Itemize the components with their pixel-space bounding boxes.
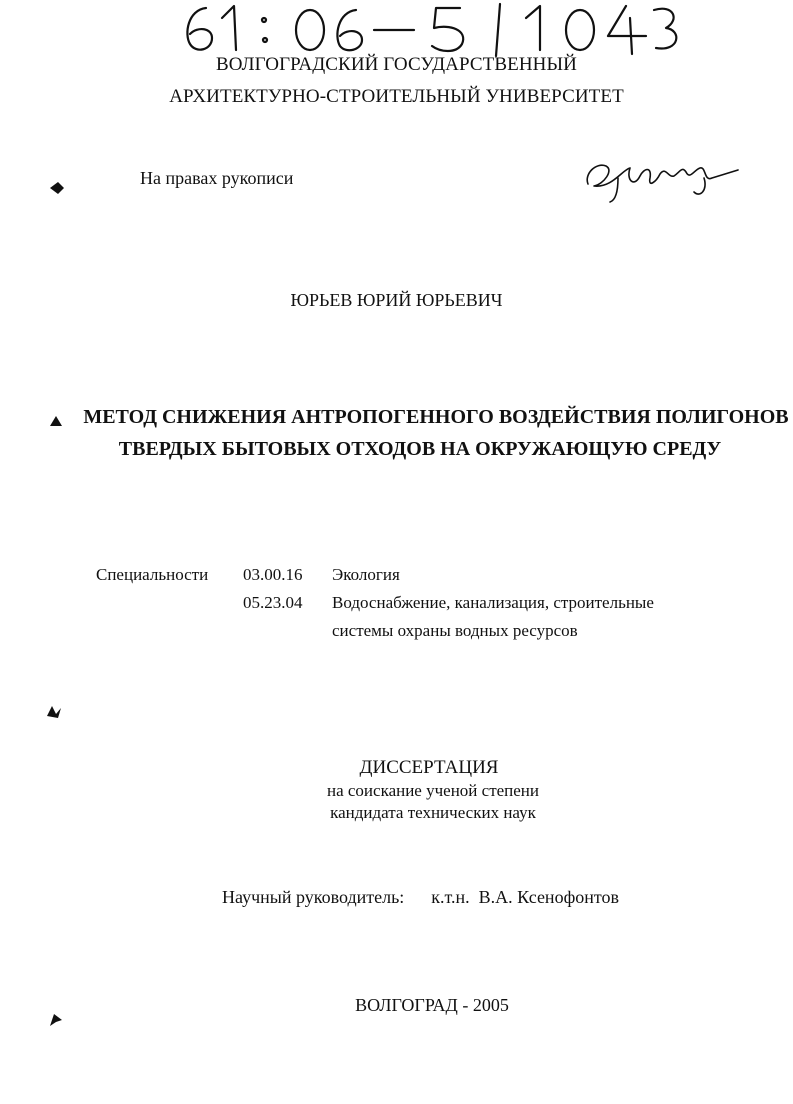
margin-mark [44, 702, 64, 722]
city-year: ВОЛГОГРАД - 2005 [355, 995, 509, 1015]
margin-mark [48, 178, 68, 198]
dissertation-title-line2: ТВЕРДЫХ БЫТОВЫХ ОТХОДОВ НА ОКРУЖАЮЩУЮ СРЕДУ [118, 438, 722, 460]
university-name-line1: ВОЛГОГРАДСКИЙ ГОСУДАРСТВЕННЫЙ [216, 54, 577, 75]
advisor-name: В.А. Ксенофонтов [478, 887, 619, 907]
manuscript-rights-note: На правах рукописи [140, 168, 294, 188]
specialty-name: Экология [332, 565, 400, 584]
specialty-code: 05.23.04 [243, 593, 303, 612]
dissertation-title-line1: МЕТОД СНИЖЕНИЯ АНТРОПОГЕННОГО ВОЗДЕЙСТВИЯ ПОЛИГОНОВ [83, 406, 789, 428]
specialties-label: Специальности [96, 565, 209, 584]
handwritten-catalog-code [178, 0, 688, 58]
specialty-code: 03.00.16 [243, 565, 303, 584]
scientific-advisor [222, 887, 619, 908]
specialty-name: Водоснабжение, канализация, строительные [332, 593, 654, 612]
advisor-degree: к.т.н. [431, 887, 470, 907]
specialty-name-continuation: системы охраны водных ресурсов [332, 621, 578, 640]
author-signature [582, 148, 742, 204]
university-name-line2: АРХИТЕКТУРНО-СТРОИТЕЛЬНЫЙ УНИВЕРСИТЕТ [169, 86, 624, 107]
author-name: ЮРЬЕВ ЮРИЙ ЮРЬЕВИЧ [290, 290, 503, 310]
dissertation-heading: ДИССЕРТАЦИЯ [359, 757, 499, 778]
advisor-label: Научный руководитель: [222, 887, 405, 907]
degree-line2: кандидата технических наук [330, 803, 536, 822]
degree-line1: на соискание ученой степени [326, 781, 540, 800]
